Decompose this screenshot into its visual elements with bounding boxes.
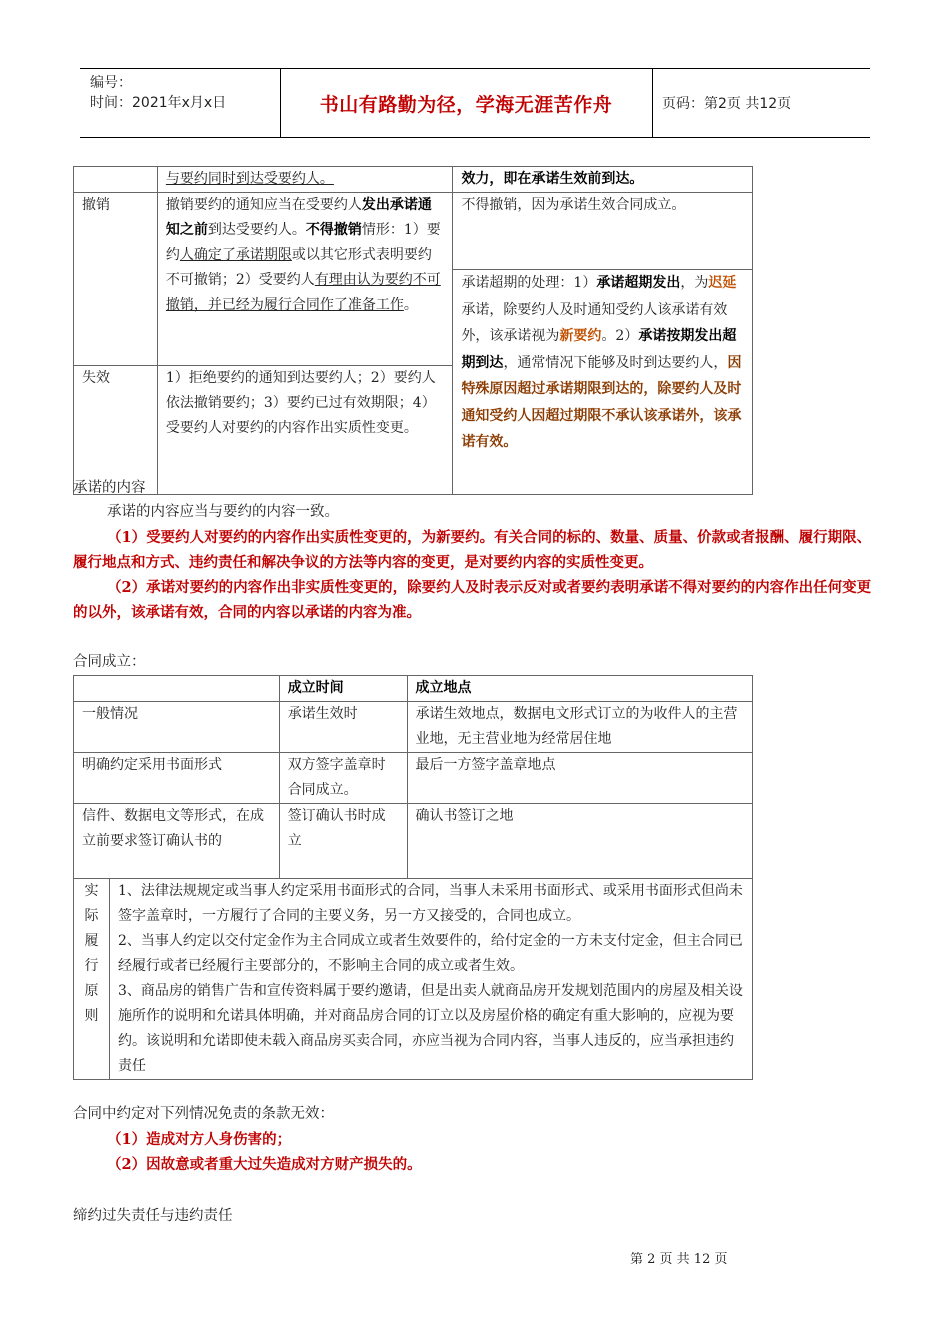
cell-text: 效力，即在承诺生效前到达。: [461, 171, 644, 187]
time-cell: 签订确认书时成立: [279, 804, 407, 879]
page-footer: 第 2 页 共 12 页: [630, 1252, 728, 1267]
principle-text-cell: [109, 879, 752, 1080]
header-page: 页码：第2页 共12页: [662, 96, 792, 112]
acceptance-table: [73, 166, 753, 495]
place-cell: 最后一方签字盖章地点: [407, 753, 752, 804]
table-header-cell: [74, 676, 280, 702]
header-time: 时间：2021年x月x日: [90, 95, 227, 111]
case-cell: 信件、数据电文等形式，在成立前要求签订确认书的: [74, 804, 280, 879]
section-title-content: 承诺的内容: [73, 480, 146, 496]
text-span: 承诺，除要约人及时通知受约人该承诺有效外，该承诺视为: [461, 301, 728, 344]
text-span: 有理由认为要约不可撤销，并已经为履行合同作了准备工作: [165, 272, 441, 313]
text-span: 。: [403, 297, 418, 313]
formation-table: [73, 675, 753, 1080]
text-span: 发出承诺通知之前: [165, 197, 432, 238]
text-span: 到达受要约人。: [207, 222, 306, 238]
row-label-revoke: 撤销: [74, 193, 158, 366]
table-cell: [157, 167, 453, 193]
row-label-invalid: 失效: [74, 366, 158, 495]
principle-label: [74, 879, 110, 1080]
header-page-cell: [652, 69, 880, 137]
text-span: 迟延: [708, 275, 737, 291]
principle-item-3: 3、商品房的销售广告和宣传资料属于要约邀请，但是出卖人就商品房开发规划范围内的房屋及相关设施所作的说明和允诺具体明确，并对商品房合同的订立以及房屋价格的确定有重大影响的，应视为要约。该说明和允诺即使未载入商品房买卖合同，亦应当视为合同内容，当事人违反的，应当承担违约责任: [117, 983, 743, 1074]
text-span: ，为: [680, 275, 709, 291]
table-row: [74, 879, 753, 1080]
text-span: 撤销要约的通知应当在受要约人: [165, 197, 362, 213]
case-cell: 明确约定采用书面形式: [74, 753, 280, 804]
text-span: 承诺超期发出: [596, 275, 681, 291]
principle-label-text: 实际履行原则: [84, 883, 99, 1024]
text-span: ；2）受要约人: [221, 272, 315, 288]
col-header-place: 成立地点: [407, 676, 752, 702]
section-title-exempt: 合同中约定对下列情况免责的条款无效：: [73, 1106, 334, 1122]
revoke-right-cell: 不得撤销，因为承诺生效合同成立。: [453, 193, 753, 270]
principle-item-1: 1、法律法规规定或当事人约定采用书面形式的合同，当事人未采用书面形式、或采用书面形式但尚未签字盖章时，一方履行了合同的主要义务，另一方又接受的，合同也成立。: [117, 883, 743, 924]
revoke-text-cell: [157, 193, 453, 366]
header-motto: 书山有路勤为径，学海无涯苦作舟: [319, 93, 613, 116]
late-acceptance-cell: [453, 270, 753, 495]
table-header-row: [74, 676, 753, 702]
header-motto-cell: [280, 69, 653, 137]
table-row: [74, 167, 753, 193]
text-span: 或以其它形式表明要约不可撤销: [165, 247, 432, 288]
text-span: 不得撤销: [305, 222, 362, 238]
text-span: 情形：1）要约: [165, 222, 441, 263]
principle-item-2: 2、当事人约定以交付定金作为主合同成立或者生效要件的，给付定金的一方未支付定金，但主合同已经履行或者已经履行主要部分的，不影响主合同的成立或者生效。: [117, 933, 743, 974]
page-header: [80, 68, 870, 138]
cell-text: 与要约同时到达受要约人。: [165, 171, 334, 187]
text-span: 承诺超期的处理：1）: [461, 275, 597, 291]
text-span: 新要约: [559, 328, 602, 344]
invalid-text-cell: 1）拒绝要约的通知到达要约人；2）要约人依法撤销要约；3）要约已过有效期限；4）受要约人对要约的内容作出实质性变更。: [157, 366, 453, 495]
section-title-liability: 缔约过失责任与违约责任: [73, 1208, 233, 1224]
table-row: [74, 804, 753, 879]
header-number: 编号：: [90, 75, 132, 91]
place-cell: 承诺生效地点，数据电文形式订立的为收件人的主营业地，无主营业地为经常居住地: [407, 702, 752, 753]
table-row: [74, 702, 753, 753]
table-row: [74, 753, 753, 804]
time-cell: 承诺生效时: [279, 702, 407, 753]
text-span: 人确定了承诺期限: [179, 247, 292, 263]
text-span: ，通常情况下能够及时到达要约人，: [503, 354, 728, 371]
text-span: 因特殊原因超过承诺期限到达的，除要约人及时通知受约人因超过期限不承认该承诺外，该承诺有效。: [461, 354, 742, 450]
table-cell: [453, 167, 753, 193]
content-point-2: （2）承诺对要约的内容作出非实质性变更的，除要约人及时表示反对或者要约表明承诺不得对要约的内容作出任何变更的以外，该承诺有效，合同的内容以承诺的内容为准。: [73, 579, 872, 621]
content-point-1: （1）受要约人对要约的内容作出实质性变更的，为新要约。有关合同的标的、数量、质量、价款或者报酬、履行期限、履行地点和方式、违约责任和解决争议的方法等内容的变更，是对要约内容的实质性变更。: [73, 529, 872, 571]
exempt-item-1: （1）造成对方人身伤害的；: [107, 1131, 292, 1148]
text-span: 承诺按期发出超期到达: [461, 328, 737, 371]
section-title-formation: 合同成立：: [73, 654, 146, 670]
place-cell: 确认书签订之地: [407, 804, 752, 879]
case-cell: 一般情况: [74, 702, 280, 753]
col-header-time: 成立时间: [279, 676, 407, 702]
table-row: [74, 193, 753, 270]
content-intro: 承诺的内容应当与要约的内容一致。: [107, 504, 339, 520]
time-cell: 双方签字盖章时合同成立。: [279, 753, 407, 804]
table-cell: [74, 167, 158, 193]
header-meta: [80, 69, 281, 137]
text-span: 。2）: [601, 328, 639, 344]
exempt-item-2: （2）因故意或者重大过失造成对方财产损失的。: [107, 1156, 422, 1173]
